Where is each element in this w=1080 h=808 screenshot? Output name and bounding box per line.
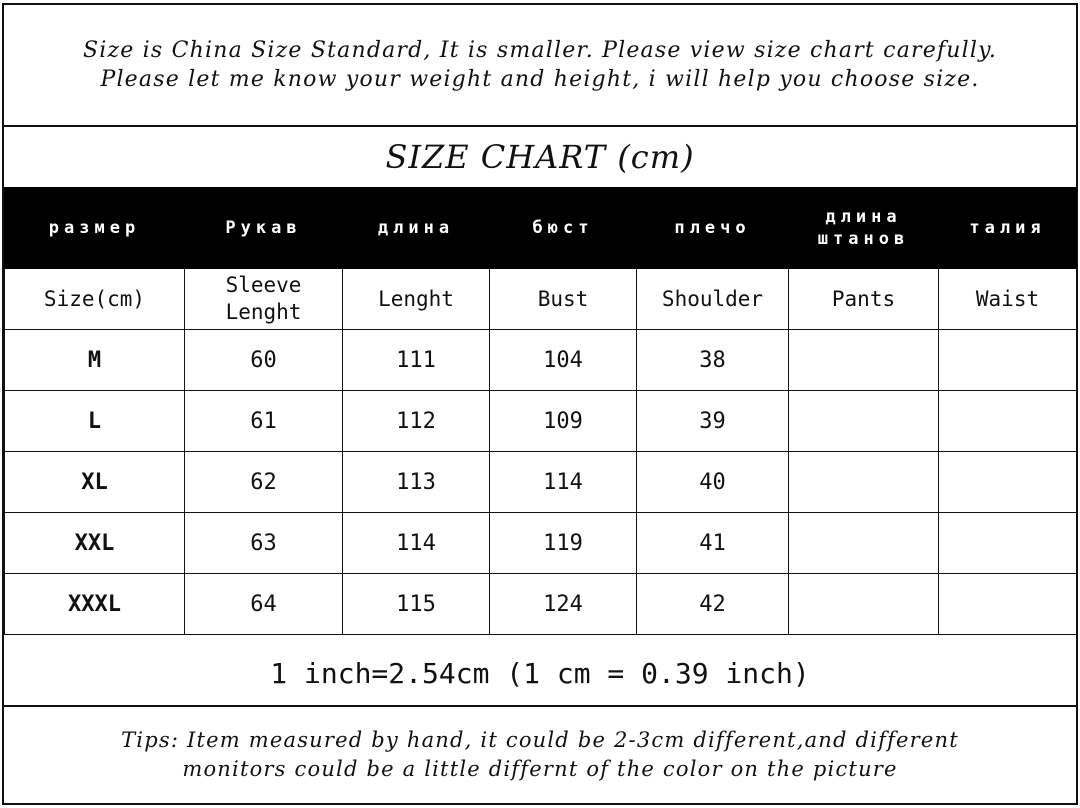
en-header-shoulder: Shoulder <box>637 269 789 330</box>
notice-line-1: Size is China Size Standard, It is smaller. Please view size chart carefully. <box>82 38 998 63</box>
chart-title: SIZE CHART (cm) <box>385 138 695 176</box>
size-cell: XXXL <box>5 574 185 635</box>
tips-note <box>4 707 1076 803</box>
sleeve-cell: 60 <box>185 330 343 391</box>
table-row <box>5 574 1077 635</box>
waist-cell <box>939 513 1077 574</box>
size-table <box>4 187 1077 635</box>
ru-header-size: размер <box>5 188 185 269</box>
ru-header-length: длина <box>343 188 490 269</box>
size-cell: XL <box>5 452 185 513</box>
length-cell: 111 <box>343 330 490 391</box>
english-header-row <box>5 269 1077 330</box>
waist-cell <box>939 574 1077 635</box>
shoulder-cell: 42 <box>637 574 789 635</box>
table-row <box>5 452 1077 513</box>
length-cell: 113 <box>343 452 490 513</box>
shoulder-cell: 41 <box>637 513 789 574</box>
en-header-bust: Bust <box>490 269 637 330</box>
pants-cell <box>789 391 939 452</box>
notice-line-2: Please let me know your weight and height, i will help you choose size. <box>100 67 980 92</box>
ru-header-bust: бюст <box>490 188 637 269</box>
waist-cell <box>939 452 1077 513</box>
tips-line-2: monitors could be a little differnt of the color on the picture <box>182 757 898 781</box>
sleeve-cell: 61 <box>185 391 343 452</box>
shoulder-cell: 38 <box>637 330 789 391</box>
table-row <box>5 513 1077 574</box>
pants-cell <box>789 330 939 391</box>
bust-cell: 114 <box>490 452 637 513</box>
size-cell: M <box>5 330 185 391</box>
pants-cell <box>789 513 939 574</box>
conversion-note: 1 inch=2.54cm (1 cm = 0.39 inch) <box>4 641 1076 707</box>
sleeve-cell: 64 <box>185 574 343 635</box>
russian-header-row <box>5 188 1077 269</box>
sleeve-cell: 63 <box>185 513 343 574</box>
en-header-size: Size(cm) <box>5 269 185 330</box>
length-cell: 114 <box>343 513 490 574</box>
pants-cell <box>789 574 939 635</box>
size-chart-sheet <box>2 3 1078 805</box>
bust-cell: 104 <box>490 330 637 391</box>
shoulder-cell: 40 <box>637 452 789 513</box>
tips-line-1: Tips: Item measured by hand, it could be 2-3cm different,and different <box>121 728 959 752</box>
length-cell: 112 <box>343 391 490 452</box>
table-row <box>5 330 1077 391</box>
waist-cell <box>939 330 1077 391</box>
ru-header-pants: длина штанов <box>789 188 939 269</box>
en-header-waist: Waist <box>939 269 1077 330</box>
sleeve-cell: 62 <box>185 452 343 513</box>
length-cell: 115 <box>343 574 490 635</box>
size-cell: XXL <box>5 513 185 574</box>
size-notice <box>4 5 1076 127</box>
en-header-length: Lenght <box>343 269 490 330</box>
ru-header-waist: талия <box>939 188 1077 269</box>
ru-header-sleeve: Рукав <box>185 188 343 269</box>
en-header-sleeve: Sleeve Lenght <box>185 269 343 330</box>
shoulder-cell: 39 <box>637 391 789 452</box>
ru-header-shoulder: плечо <box>637 188 789 269</box>
bust-cell: 109 <box>490 391 637 452</box>
bust-cell: 124 <box>490 574 637 635</box>
bust-cell: 119 <box>490 513 637 574</box>
size-cell: L <box>5 391 185 452</box>
table-row <box>5 391 1077 452</box>
en-header-pants: Pants <box>789 269 939 330</box>
pants-cell <box>789 452 939 513</box>
waist-cell <box>939 391 1077 452</box>
